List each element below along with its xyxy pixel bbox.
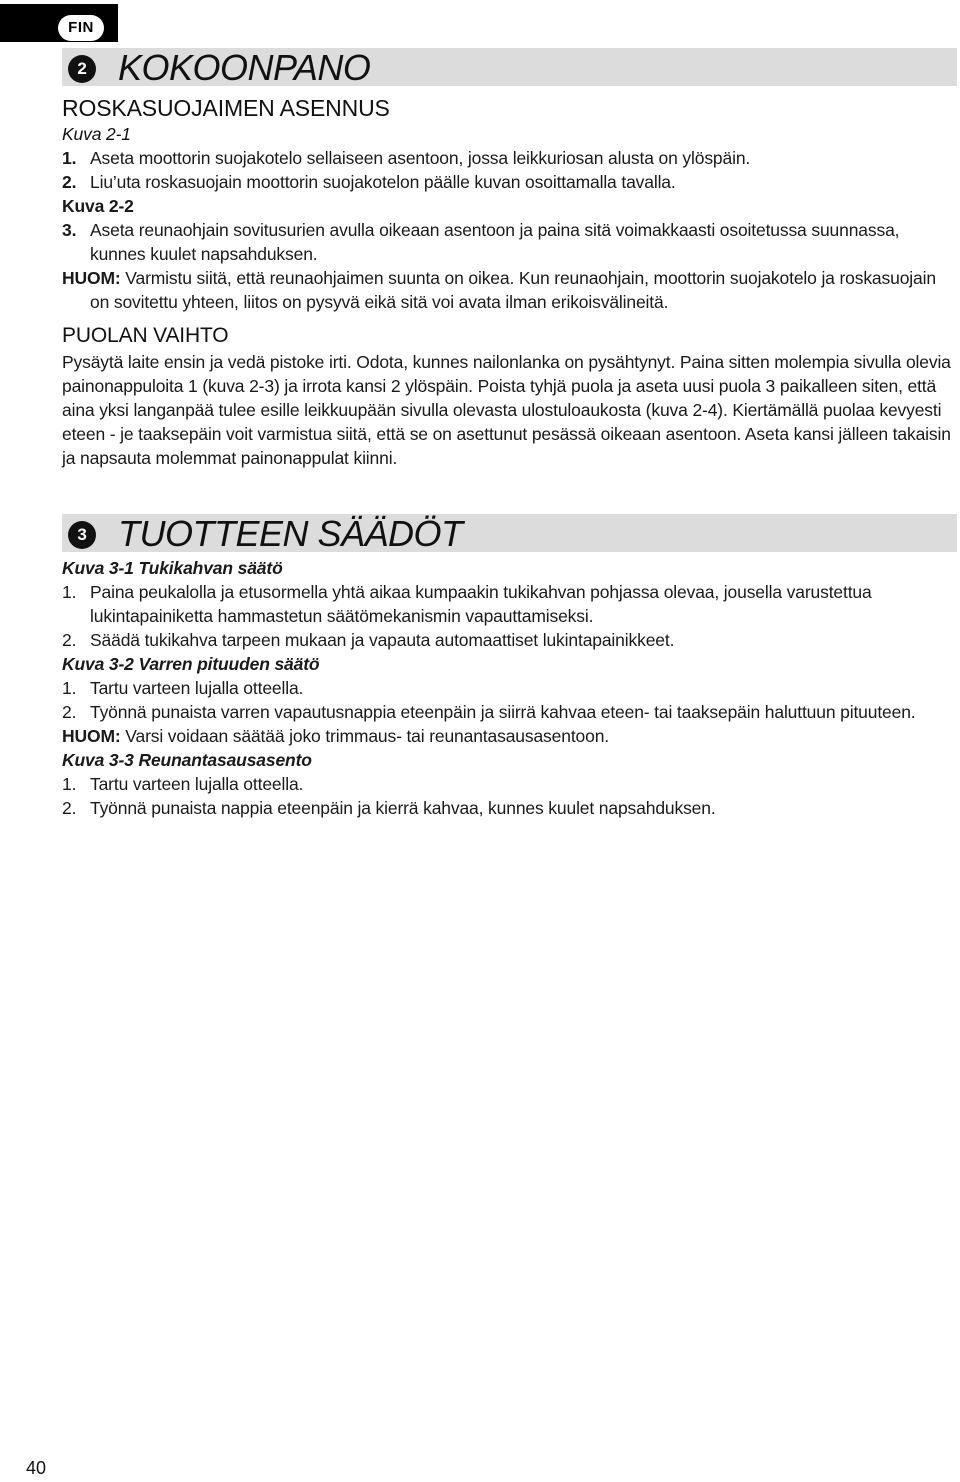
list-number: 1.: [62, 774, 77, 794]
figure-reference: Kuva 2-2: [62, 196, 134, 216]
list-text: Säädä tukikahva tarpeen mukaan ja vapauta automaattiset lukintapainikkeet.: [90, 630, 675, 650]
subsection-heading: ROSKASUOJAIMEN ASENNUS: [62, 95, 390, 121]
note-text: Varsi voidaan säätää joko trimmaus- tai reunantasausasentoon.: [125, 726, 609, 746]
list-text: Paina peukalolla ja etusormella yhtä aikaa kumpaakin tukikahvan pohjassa olevaa, jousella varustettua lukintapainiketta hammastetun säätömekanismin vapauttamiseksi.: [90, 582, 872, 626]
list-item: [62, 218, 957, 266]
list-number: 1.: [62, 148, 77, 168]
subsection-puolan-vaihto: [62, 322, 957, 470]
section-3-body: [62, 556, 957, 820]
note-label: HUOM:: [62, 726, 121, 746]
list-number: 2.: [62, 798, 77, 818]
paragraph: Pysäytä laite ensin ja vedä pistoke irti. Odota, kunnes nailonlanka on pysähtynyt. Paina sitten molempia sivulla olevia painonappuloita 1 (kuva 2-3) ja irrota kansi 2 ylöspäin. Poista tyhjä puola ja aseta uusi puola 3 paikalleen siten, että aina yksi langanpää tulee esille leikkuupään sivulla olevasta ulostuloaukosta (kuva 2-4). Kiertämällä puolaa kevyesti eteen - je taaksepäin voit varmistua siitä, että se on asettunut pesässä oikeaan asentoon. Aseta kansi jälleen takaisin ja napsauta molemmat painonappulat kiinni.: [62, 352, 951, 468]
list-item: [62, 146, 957, 170]
list-number: 2.: [62, 172, 77, 192]
list-item: [62, 796, 957, 820]
note: [62, 266, 957, 314]
list-item: [62, 772, 957, 796]
subsection-heading: PUOLAN VAIHTO: [62, 324, 229, 347]
list-text: Työnnä punaista nappia eteenpäin ja kierrä kahvaa, kunnes kuulet napsahduksen.: [90, 798, 716, 818]
list-item: [62, 170, 957, 194]
section-3-header: [62, 514, 957, 552]
note: [62, 724, 957, 748]
figure-reference: Kuva 3-3 Reunantasausasento: [62, 750, 312, 770]
list-number: 2.: [62, 702, 77, 722]
figure-reference: Kuva 3-2 Varren pituuden säätö: [62, 654, 320, 674]
list-number: 2.: [62, 630, 77, 650]
list-text: Aseta reunaohjain sovitusurien avulla oikeaan asentoon ja paina sitä voimakkaasti osoitetussa suunnassa, kunnes kuulet napsahduksen.: [90, 220, 900, 264]
page-content: [62, 0, 957, 820]
list-item: [62, 628, 957, 652]
section-title: KOKOONPANO: [118, 47, 371, 88]
list-text: Liu’uta roskasuojain moottorin suojakotelon päälle kuvan osoittamalla tavalla.: [90, 172, 676, 192]
section-number-badge: 3: [68, 521, 96, 549]
list-text: Aseta moottorin suojakotelo sellaiseen asentoon, jossa leikkuriosan alusta on ylöspäin.: [90, 148, 751, 168]
section-title: TUOTTEEN SÄÄDÖT: [118, 513, 463, 554]
section-2-header: [62, 48, 957, 86]
list-number: 1.: [62, 582, 77, 602]
figure-reference: Kuva 3-1 Tukikahvan säätö: [62, 558, 283, 578]
section-number-badge: 2: [68, 55, 96, 83]
list-item: [62, 580, 957, 628]
note-label: HUOM:: [62, 268, 121, 288]
note-text: Varmistu siitä, että reunaohjaimen suunta on oikea. Kun reunaohjain, moottorin suojakotelo ja roskasuojain on sovitettu yhteen, liitos on pysyvä eikä sitä voi avata ilman erikoisvälineitä.: [90, 268, 936, 312]
list-item: [62, 700, 957, 724]
subsection-roskasuojaimen-asennus: [62, 94, 957, 314]
list-item: [62, 676, 957, 700]
list-number: 3.: [62, 220, 77, 240]
list-text: Tartu varteen lujalla otteella.: [90, 678, 304, 698]
figure-reference: Kuva 2-1: [62, 124, 131, 144]
list-number: 1.: [62, 678, 77, 698]
list-text: Työnnä punaista varren vapautusnappia eteenpäin ja siirrä kahvaa eteen- tai taaksepäin haluttuun pituuteen.: [90, 702, 916, 722]
language-code-badge: FIN: [58, 15, 104, 41]
list-text: Tartu varteen lujalla otteella.: [90, 774, 304, 794]
page-number: 40: [26, 1458, 47, 1478]
